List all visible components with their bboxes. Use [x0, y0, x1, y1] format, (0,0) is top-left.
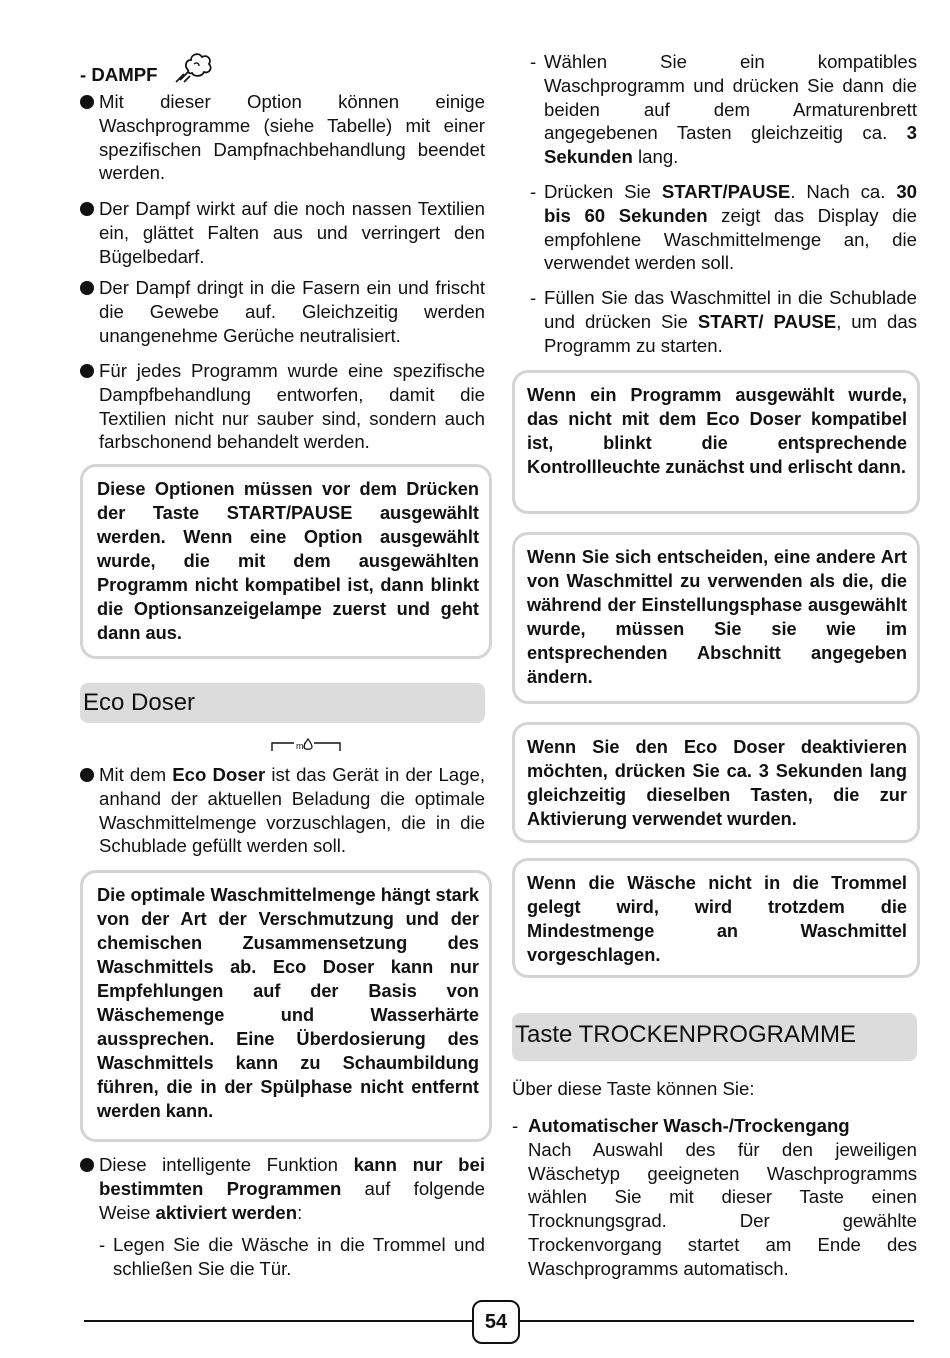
detergent-change-note: Wenn Sie sich entscheiden, eine andere Art von Waschmittel zu verwenden als die, die während der Einstellungsphase ausgewählt wurde, müssen Sie sie wie im entsprechenden Abschnitt angegeben ändern. — [512, 532, 920, 704]
eco-doser-note-box: Die optimale Waschmittelmenge hängt stark von der Art der Verschmutzung und der chemischen Zusammensetzung des Waschmittels ab. Eco Doser kann nur Empfehlungen auf der Basis von Wäschemenge und Wasserhärte aussprechen. Eine Überdosierung des Waschmittels kann zu Schaumbildung führen, die in der Spülphase nicht entfernt werden kann. — [80, 870, 492, 1142]
dampf-title: - DAMPF — [80, 64, 158, 85]
bullet-dot — [80, 768, 94, 782]
trocken-heading: Taste TROCKENPROGRAMME — [512, 1013, 917, 1061]
footer-line-left — [84, 1320, 472, 1322]
detergent-dose-icon — [270, 737, 342, 753]
trocken-item-title: Automatischer Wasch-/Trockengang — [528, 1115, 850, 1136]
trocken-intro: Über diese Taste können Sie: — [512, 1078, 755, 1099]
minimum-dose-note: Wenn die Wäsche nicht in die Trommel gelegt wird, wird trotzdem die Mindestmenge an Waschmittel vorgeschlagen. — [512, 858, 920, 978]
bullet-dot — [80, 202, 94, 216]
steam-icon — [174, 48, 214, 84]
options-note-box: Diese Optionen müssen vor dem Drücken der Taste START/PAUSE ausgewählt werden. Wenn eine Option ausgewählt wurde, die mit dem ausgewählten Programm nicht kompatibel ist, dann blinkt die Optionsanzeigelampe zuerst und geht dann aus. — [80, 464, 492, 659]
bullet-dot — [80, 1158, 94, 1172]
incompatible-program-note: Wenn ein Programm ausgewählt wurde, das nicht mit dem Eco Doser kompatibel ist, blinkt die entsprechende Kontrollleuchte zunächst und erlischt dann. — [512, 370, 920, 514]
bullet-dot — [80, 281, 94, 295]
trocken-item-text: Nach Auswahl des für den jeweiligen Wäschetyp geeigneten Waschprogramms wählen Sie mit dieser Taste einen Trocknungsgrad. Der gewählte Trockenvorgang startet am Ende des Waschprogramms automatisch. — [528, 1138, 917, 1279]
page-number: 54 — [472, 1300, 520, 1344]
bullet-dot — [80, 364, 94, 378]
deactivate-eco-doser-note: Wenn Sie den Eco Doser deaktivieren möchten, drücken Sie ca. 3 Sekunden lang gleichzeitig dieselben Tasten, die zur Aktivierung verwendet wurden. — [512, 722, 920, 843]
footer-line-right — [520, 1320, 914, 1322]
bullet-dot — [80, 95, 94, 109]
eco-doser-heading: Eco Doser — [80, 683, 485, 723]
ml-label: ml — [296, 741, 306, 751]
